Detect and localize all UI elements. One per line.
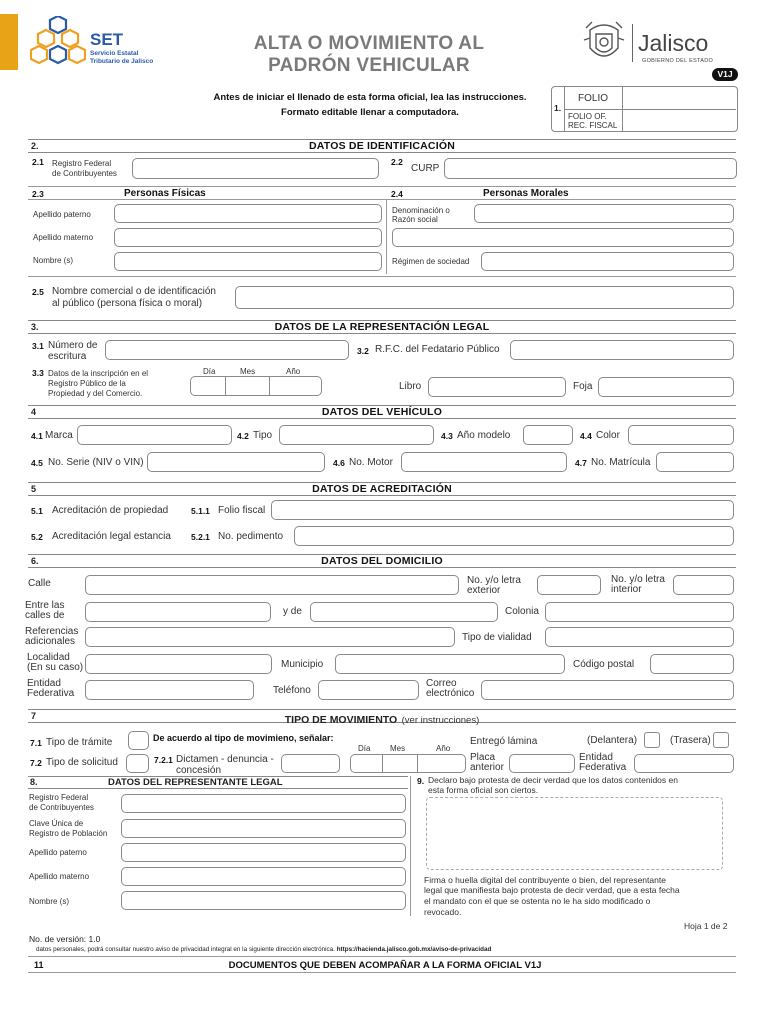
rfc-label-2: de Contribuyentes [52,169,117,178]
jalisco-logo [580,18,740,70]
dictamen-label-1: Dictamen - denuncia - [176,754,274,765]
set-logo [30,16,170,72]
localidad-input[interactable] [86,657,271,675]
tipo-vialidad-input[interactable] [546,630,733,648]
color-input[interactable] [629,428,733,446]
apellido-materno-label: Apellido materno [33,233,94,242]
comercial-label-2: al público (persona física o moral) [52,298,203,309]
rep-rfc-label-2: de Contribuyentes [29,803,94,812]
version-line [29,934,100,944]
municipio-label: Municipio [281,659,324,670]
entre-calles-label-2: calles de [25,610,65,621]
regimen-input[interactable] [482,255,733,272]
no-exterior-input[interactable] [538,578,600,596]
rep-apellido-materno-input[interactable] [122,870,405,887]
calle-label: Calle [28,578,51,589]
s7-mes-label: Mes [390,744,406,753]
delantera-checkbox[interactable] [644,732,660,748]
folio-fiscal-label: Folio fiscal [218,505,266,516]
s7-dia-label: Día [358,744,371,753]
rep-apellido-paterno-input[interactable] [122,846,405,863]
firma-text-2: legal que manifiesta bajo protesta de decir verdad, que a esta fecha [424,885,680,895]
entidad-label-2: Federativa [27,688,75,699]
firma-text-3: el mandato con el que se ostenta no le ha sido modificado o [424,896,651,906]
matricula-label: No. Matrícula [591,457,651,468]
section-7-header [28,709,736,726]
telefono-field[interactable] [318,680,419,700]
rfc-field[interactable] [132,158,379,179]
section-4-title: DATOS DEL VEHÍCULO [321,406,443,418]
section-3-header [28,320,736,334]
folio-fiscal-input[interactable] [272,503,733,521]
s7-entidad-field[interactable] [634,754,734,773]
placa-anterior-field[interactable] [509,754,575,773]
anio-modelo-label: Año modelo [457,430,511,441]
page-counter: Hoja 1 de 2 [684,921,728,931]
section-2-title: DATOS DE IDENTIFICACIÓN [309,140,455,152]
escritura-label-1: Número de [48,340,98,351]
denominacion-field-2[interactable] [392,228,734,247]
declaracion-line2: esta forma oficial son ciertos. [428,785,539,795]
folio-box [551,86,738,132]
label-4-7-number: 4.7 [575,458,587,468]
rep-curp-label-2: Registro de Población [29,829,108,838]
pedimento-field[interactable] [294,526,734,546]
rep-curp-input[interactable] [122,822,405,839]
telefono-label: Teléfono [273,685,311,696]
cubes-icon [30,16,86,66]
pedimento-input[interactable] [295,529,733,547]
trasera-checkbox[interactable] [713,732,729,748]
firma-box[interactable] [426,797,723,870]
set-logo-sub1: Servicio Estatal [90,50,139,57]
inscripcion-label-3: Propiedad y del Comercio. [48,389,143,398]
set-logo-sub2: Tributario de Jalisco [90,58,154,65]
section-6-title: DATOS DEL DOMICILIO [321,555,443,567]
rep-nombre-label: Nombre (s) [29,897,70,906]
y-de-input[interactable] [311,605,497,623]
label-4-6-number: 4.6 [333,458,345,468]
denominacion-input-2[interactable] [393,231,733,248]
jalisco-text: Jalisco [638,30,709,56]
no-interior-input[interactable] [674,578,733,596]
no-interior-label-2: interior [611,584,642,595]
label-3-3-number: 3.3 [32,368,44,378]
anio-modelo-field[interactable] [523,425,573,445]
date-mes-label: Mes [240,367,256,376]
denominacion-label-2: Razón social [392,215,438,224]
section-5-title: DATOS DE ACREDITACIÓN [312,483,452,495]
marca-label: Marca [45,430,73,441]
label-5-2-number: 5.2 [31,532,43,542]
version-label: No. de versión: [29,934,87,944]
section-5-number: 5 [31,484,37,494]
rfc-fedatario-label: R.F.C. del Fedatario Público [375,344,500,355]
motor-input[interactable] [402,455,566,473]
inscripcion-label-1: Datos de la inscripción en el [48,369,149,378]
label-4-2-number: 4.2 [237,431,249,441]
correo-label-1: Correo [426,678,457,689]
privacy-text: datos personales, podrá consultar nuestro aviso de privacidad integral en la siguiente dirección electrónica. [36,946,335,953]
calle-field[interactable] [85,575,459,595]
label-2-2-number: 2.2 [391,157,403,167]
form-title-line2: PADRÓN VEHICULAR [268,55,470,76]
no-exterior-label-1: No. y/o letra [467,575,521,586]
curp-input[interactable] [445,160,736,179]
rep-rfc-field[interactable] [121,794,406,813]
inscripcion-label-2: Registro Público de la [48,379,126,388]
label-5-1-1-number: 5.1.1 [191,506,210,516]
section-11-number: 11 [34,960,44,970]
label-4-1-number: 4.1 [31,431,43,441]
entidad-input[interactable] [86,683,253,701]
serie-input[interactable] [148,455,324,473]
personas-morales-label: Personas Morales [483,188,569,199]
municipio-input[interactable] [336,657,564,675]
placa-anterior-label-1: Placa [470,752,496,763]
telefono-input[interactable] [319,683,418,701]
form-title-line1: ALTA O MOVIMIENTO AL [253,33,485,54]
dictamen-field[interactable] [281,754,340,773]
entre-calles-input[interactable] [86,605,270,623]
no-interior-field[interactable] [673,575,734,595]
rfc-input[interactable] [133,160,378,179]
apellido-materno-input[interactable] [115,231,381,248]
v1j-badge: V1J [712,68,738,81]
correo-input[interactable] [482,683,733,701]
placa-anterior-input[interactable] [510,757,574,774]
folio-of-input[interactable] [624,111,734,130]
folio-of-label1: FOLIO OF. [568,112,607,121]
foja-label: Foja [573,381,593,392]
color-label: Color [596,430,620,441]
label-2-3-number: 2.3 [32,189,44,199]
entre-calles-label-1: Entre las [25,600,65,611]
calle-input[interactable] [86,578,458,596]
codigo-postal-field[interactable] [650,654,734,674]
declaracion-line1: Declaro bajo protesta de decir verdad que los datos contenidos en [428,775,678,785]
entre-calles-field[interactable] [85,602,271,622]
label-7-2-1-number: 7.2.1 [154,755,173,765]
section-3-title: DATOS DE LA REPRESENTACIÓN LEGAL [274,321,490,333]
version-value: 1.0 [88,934,101,944]
gobierno-text: GOBIERNO DEL ESTADO [642,58,714,64]
rfc-label-1: Registro Federal [52,159,112,168]
numero-escritura-input[interactable] [106,343,348,361]
inscripcion-date-field[interactable] [190,376,322,396]
dictamen-input[interactable] [282,757,339,774]
denominacion-label-1: Denominación o [392,206,450,215]
tipo-tramite-label: Tipo de trámite [46,737,113,748]
s7-date-field[interactable] [350,754,466,773]
section-7-title-note: (ver instrucciones) [401,715,480,726]
denominacion-input[interactable] [475,207,733,224]
apellido-paterno-label: Apellido paterno [33,210,91,219]
folio-of-label2: REC. FISCAL [568,121,618,130]
localidad-field[interactable] [85,654,272,674]
label-4-4-number: 4.4 [580,431,592,441]
rep-rfc-label-1: Registro Federal [29,793,89,802]
libro-input[interactable] [429,380,565,398]
matricula-field[interactable] [656,452,734,472]
label-3-2-number: 3.2 [357,346,369,356]
section-4-header [28,405,736,419]
trasera-label: (Trasera) [670,735,711,746]
placa-anterior-label-2: anterior [470,762,504,773]
label-7-2-number: 7.2 [30,758,42,768]
referencias-label-1: Referencias [25,626,79,637]
foja-field[interactable] [598,377,734,397]
tipo-vialidad-field[interactable] [545,627,734,647]
label-3-1-number: 3.1 [32,341,44,351]
tipo-solicitud-label: Tipo de solicitud [46,757,118,768]
motor-label: No. Motor [349,457,393,468]
pedimento-label: No. pedimento [218,531,284,542]
acuerdo-label: De acuerdo al tipo de movimieno, señalar: [153,733,334,743]
rep-apellido-materno-field[interactable] [121,867,406,886]
escritura-label-2: escritura [48,351,87,362]
entidad-label-1: Entidad [27,678,61,689]
s7-anio-label: Año [436,744,451,753]
instructions-line1: Antes de iniciar el llenado de esta forma oficial, lea las instrucciones. [213,92,527,103]
apellido-paterno-input[interactable] [115,207,381,224]
folio-label: FOLIO [578,93,609,104]
footer-rule-bottom [28,972,736,973]
referencias-input[interactable] [86,630,454,648]
label-2-4-number: 2.4 [391,189,403,199]
entidad-field[interactable] [85,680,254,700]
correo-label-2: electrónico [426,688,475,699]
regimen-field[interactable] [481,252,734,271]
s7-entidad-label-2: Federativa [579,762,627,773]
date-dia-label: Día [203,367,216,376]
serie-field[interactable] [147,452,325,472]
color-field[interactable] [628,425,734,445]
libro-field[interactable] [428,377,566,397]
motor-field[interactable] [401,452,567,472]
serie-label: No. Serie (NIV o VIN) [48,457,144,468]
apellido-materno-field[interactable] [114,228,382,247]
tipo-input[interactable] [280,428,433,446]
no-exterior-label-2: exterior [467,585,501,596]
marca-input[interactable] [78,428,231,446]
folio-input[interactable] [624,88,734,107]
section-7-title: TIPO DE MOVIMIENTO [284,714,398,726]
folio-fiscal-field[interactable] [271,500,734,520]
colonia-label: Colonia [505,606,539,617]
label-5-2-1-number: 5.2.1 [191,532,210,542]
section-8-header [28,776,408,789]
apellido-paterno-field[interactable] [114,204,382,223]
privacy-url[interactable]: https://hacienda.jalisco.gob.mx/aviso-de-privacidad [336,946,492,953]
referencias-field[interactable] [85,627,455,647]
section-5-header [28,482,736,496]
section-6-header [28,554,736,568]
rfc-fedatario-input[interactable] [511,343,733,361]
section-8-number: 8. [30,777,38,787]
date-anio-label: Año [286,367,301,376]
privacy-line [36,946,491,953]
section-2-header [28,139,736,153]
tipo-field[interactable] [279,425,434,445]
section-8-9-divider [410,776,411,916]
rfc-fedatario-field[interactable] [510,340,734,360]
label-4-5-number: 4.5 [31,458,43,468]
set-logo-text: SET [90,30,124,49]
localidad-label-1: Localidad [27,652,70,663]
tipo-vialidad-label: Tipo de vialidad [462,632,532,643]
matricula-input[interactable] [657,455,733,473]
section-4-number: 4 [31,407,37,417]
acreditacion-propiedad-label: Acreditación de propiedad [52,505,169,516]
codigo-postal-input[interactable] [651,657,733,675]
tipo-tramite-field[interactable] [128,731,149,750]
nombre-field[interactable] [114,252,382,271]
libro-label: Libro [399,381,422,392]
s7-entidad-label-1: Entidad [579,752,613,763]
firma-text-4: revocado. [424,907,462,917]
acreditacion-estancia-label: Acreditación legal estancia [52,531,171,542]
nombre-comercial-field[interactable] [235,286,734,309]
label-2-1-number: 2.1 [32,157,44,167]
colonia-field[interactable] [545,602,734,622]
section-6-number: 6. [31,556,39,566]
label-2-5-number: 2.5 [32,287,44,297]
anio-modelo-input[interactable] [524,428,572,446]
nombre-label: Nombre (s) [33,256,74,265]
section-8-title: DATOS DEL REPRESENTANTE LEGAL [108,777,283,788]
rep-apellido-materno-label: Apellido materno [29,872,90,881]
label-4-3-number: 4.3 [441,431,453,441]
section-2-divider [386,200,387,274]
marca-field[interactable] [77,425,232,445]
instructions-line2: Formato editable llenar a computadora. [281,107,459,118]
referencias-label-2: adicionales [25,636,76,647]
rep-curp-label-1: Clave Única de [29,819,84,828]
label-5-1-number: 5.1 [31,506,43,516]
folio-number: 1. [554,103,562,113]
footer-rule [28,956,736,957]
s7-entidad-input[interactable] [635,757,733,774]
entrego-lamina-label: Entregó lámina [470,736,538,747]
section-11-title: DOCUMENTOS QUE DEBEN ACOMPAÑAR A LA FORMA OFICIAL V1J [228,960,542,971]
rep-apellido-paterno-label: Apellido paterno [29,848,87,857]
personas-fisicas-label: Personas Físicas [124,188,206,199]
rep-rfc-input[interactable] [122,797,405,814]
curp-label: CURP [411,163,440,174]
curp-field[interactable] [444,158,737,179]
colonia-input[interactable] [546,605,733,623]
orange-side-tab [0,14,18,70]
regimen-label: Régimen de sociedad [392,257,470,266]
tipo-solicitud-field[interactable] [126,754,149,773]
municipio-field[interactable] [335,654,565,674]
rep-curp-field[interactable] [121,819,406,838]
no-interior-label-1: No. y/o letra [611,574,665,585]
rep-nombre-input[interactable] [122,894,405,911]
numero-escritura-field[interactable] [105,340,349,360]
tipo-label: Tipo [253,430,273,441]
delantera-label: (Delantera) [587,735,638,746]
rep-apellido-paterno-field[interactable] [121,843,406,862]
codigo-postal-label: Código postal [573,659,635,670]
comercial-label-1: Nombre comercial o de identificación [52,286,216,297]
foja-input[interactable] [599,380,733,398]
coat-of-arms-icon [582,18,626,66]
nombre-comercial-input[interactable] [236,287,733,308]
correo-field[interactable] [481,680,734,700]
section-2-number: 2. [31,141,39,151]
nombre-input[interactable] [115,255,381,272]
no-exterior-field[interactable] [537,575,601,595]
y-de-label: y de [283,606,302,617]
section-9-number: 9. [417,776,425,786]
denominacion-field[interactable] [474,204,734,223]
firma-text-1: Firma o huella digital del contribuyente o bien, del representante [424,875,666,885]
label-7-1-number: 7.1 [30,738,42,748]
section-3-number: 3. [31,322,39,332]
dictamen-label-2: concesión [176,765,222,776]
localidad-label-2: (En su caso) [27,662,84,673]
rep-nombre-field[interactable] [121,891,406,910]
y-de-field[interactable] [310,602,498,622]
section-7-number: 7 [31,711,37,721]
